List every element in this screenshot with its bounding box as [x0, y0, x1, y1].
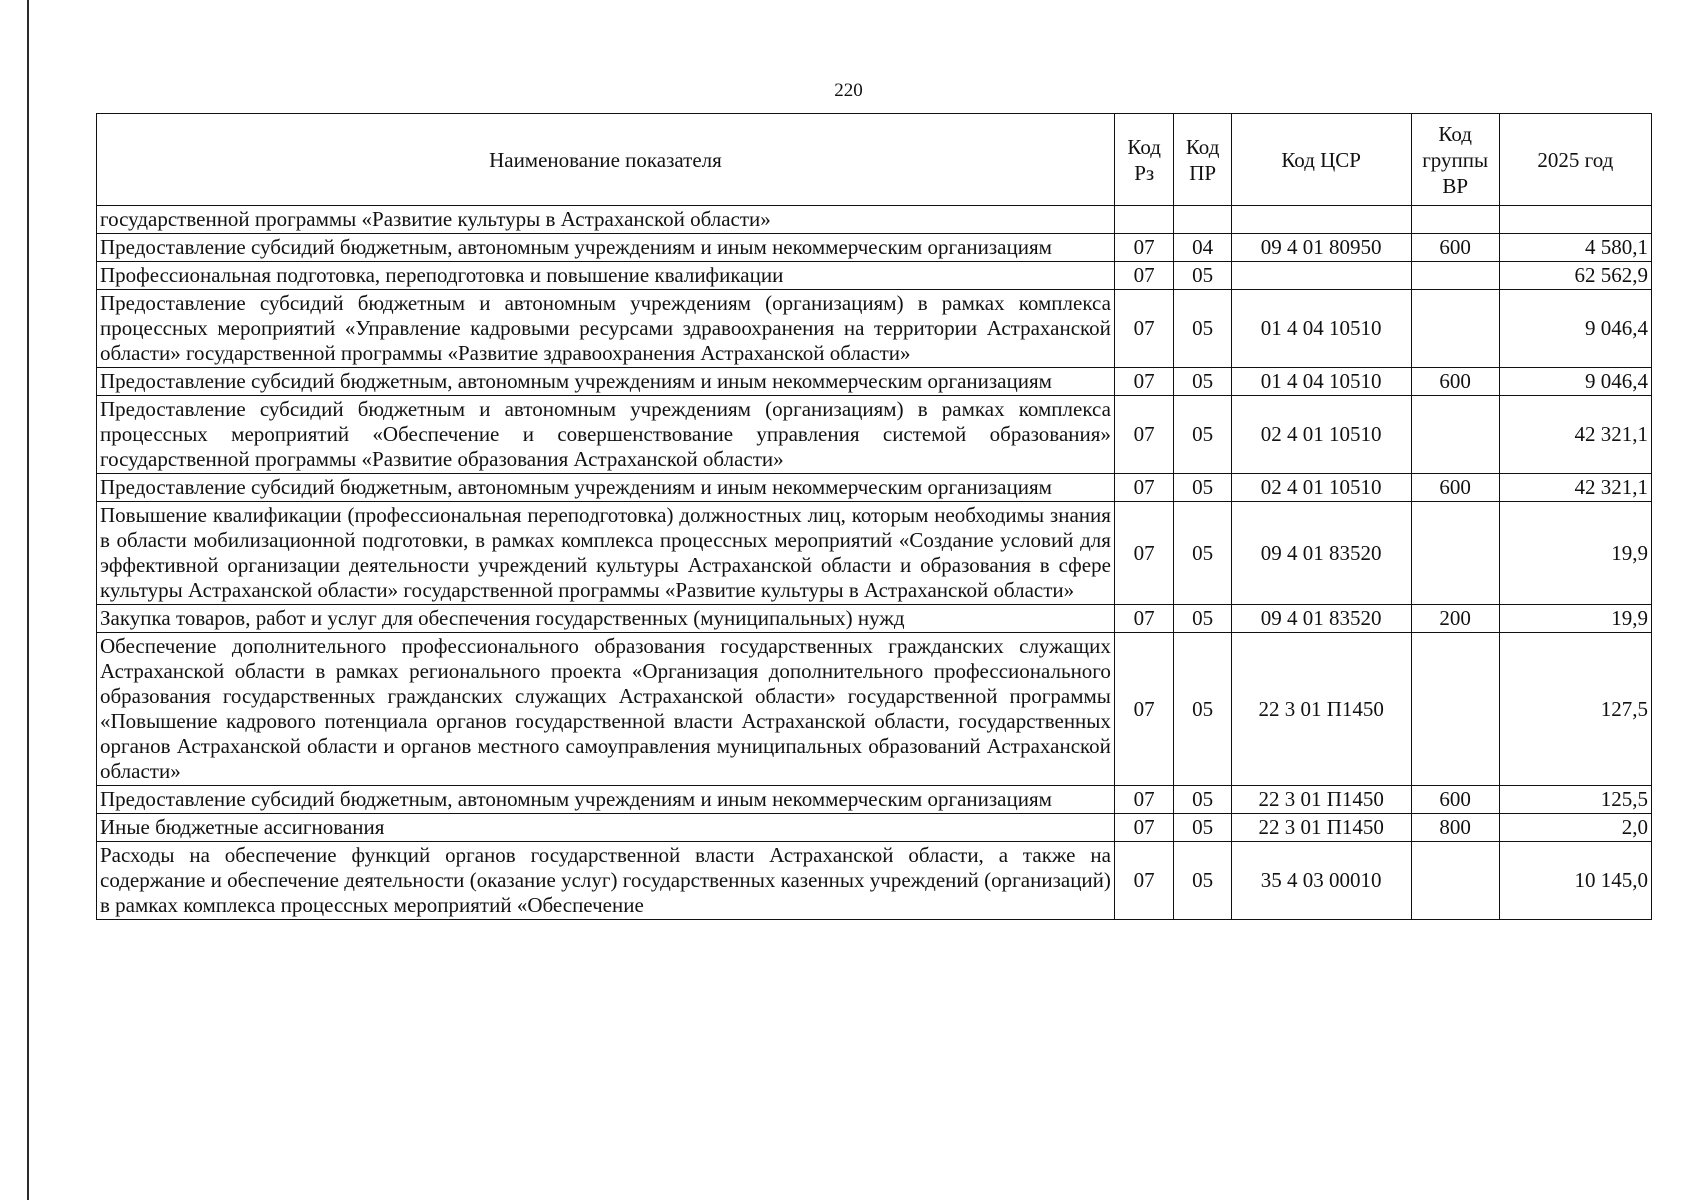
rz-code: 07: [1114, 814, 1174, 842]
vr-code: 600: [1411, 786, 1499, 814]
amount-2025: 42 321,1: [1499, 474, 1651, 502]
rz-code: 07: [1114, 633, 1174, 786]
col-header-name: Наименование показателя: [97, 114, 1115, 206]
rz-code: 07: [1114, 842, 1174, 920]
vr-code: [1411, 842, 1499, 920]
page-number: 220: [834, 80, 863, 101]
pr-code: 05: [1174, 290, 1231, 368]
csr-code: [1231, 262, 1411, 290]
indicator-name: Иные бюджетные ассигнования: [97, 814, 1115, 842]
binding-edge-line: [27, 0, 29, 1200]
pr-code: 05: [1174, 842, 1231, 920]
rz-code: 07: [1114, 234, 1174, 262]
indicator-name: Предоставление субсидий бюджетным и автономным учреждениям (организациям) в рамках комплекса процессных мероприятий «Управление кадровыми ресурсами здравоохранения на территории Астраханской области» государственной программы «Развитие здравоохранения Астраханской области»: [97, 290, 1115, 368]
csr-code: 22 3 01 П1450: [1231, 814, 1411, 842]
table-row: [97, 814, 1652, 842]
pr-code: [1174, 206, 1231, 234]
vr-code: 800: [1411, 814, 1499, 842]
csr-code: 09 4 01 80950: [1231, 234, 1411, 262]
table-row: [97, 234, 1652, 262]
amount-2025: 9 046,4: [1499, 368, 1651, 396]
table-row: [97, 262, 1652, 290]
indicator-name: Обеспечение дополнительного профессионального образования государственных гражданских служащих Астраханской области в рамках регионального проекта «Организация дополнительного профессионального образования государственных гражданских служащих Астраханской области» государственной программы «Повышение кадрового потенциала органов государственной власти Астраханской области, государственных органов Астраханской области и органов местного самоуправления муниципальных образований Астраханской области»: [97, 633, 1115, 786]
vr-code: [1411, 502, 1499, 605]
indicator-name: Предоставление субсидий бюджетным и автономным учреждениям (организациям) в рамках комплекса процессных мероприятий «Обеспечение и совершенствование управления системой образования» государственной программы «Развитие образования Астраханской области»: [97, 396, 1115, 474]
pr-code: 05: [1174, 368, 1231, 396]
col-header-year: 2025 год: [1499, 114, 1651, 206]
budget-table: [96, 113, 1652, 920]
csr-code: 09 4 01 83520: [1231, 605, 1411, 633]
table-row: [97, 605, 1652, 633]
table-row: [97, 368, 1652, 396]
vr-code: [1411, 290, 1499, 368]
col-header-rz: Код Рз: [1114, 114, 1174, 206]
pr-code: 05: [1174, 814, 1231, 842]
indicator-name: государственной программы «Развитие культуры в Астраханской области»: [97, 206, 1115, 234]
table-row: [97, 502, 1652, 605]
indicator-name: Закупка товаров, работ и услуг для обеспечения государственных (муниципальных) нужд: [97, 605, 1115, 633]
rz-code: 07: [1114, 605, 1174, 633]
pr-code: 04: [1174, 234, 1231, 262]
indicator-name: Предоставление субсидий бюджетным, автономным учреждениям и иным некоммерческим организациям: [97, 234, 1115, 262]
csr-code: 01 4 04 10510: [1231, 368, 1411, 396]
rz-code: [1114, 206, 1174, 234]
vr-code: 600: [1411, 474, 1499, 502]
csr-code: 02 4 01 10510: [1231, 396, 1411, 474]
csr-code: 35 4 03 00010: [1231, 842, 1411, 920]
indicator-name: Расходы на обеспечение функций органов государственной власти Астраханской области, а также на содержание и обеспечение деятельности (оказание услуг) государственных казенных учреждений (организаций) в рамках комплекса процессных мероприятий «Обеспечение: [97, 842, 1115, 920]
amount-2025: 2,0: [1499, 814, 1651, 842]
rz-code: 07: [1114, 368, 1174, 396]
indicator-name: Повышение квалификации (профессиональная переподготовка) должностных лиц, которым необходимы знания в области мобилизационной подготовки, в рамках комплекса процессных мероприятий «Создание условий для эффективной организации деятельности учреждений культуры Астраханской области и образования в сфере культуры Астраханской области» государственной программы «Развитие культуры в Астраханской области»: [97, 502, 1115, 605]
table-header-row: [97, 114, 1652, 206]
table-row: [97, 290, 1652, 368]
vr-code: [1411, 206, 1499, 234]
indicator-name: Профессиональная подготовка, переподготовка и повышение квалификации: [97, 262, 1115, 290]
amount-2025: 127,5: [1499, 633, 1651, 786]
pr-code: 05: [1174, 605, 1231, 633]
vr-code: [1411, 262, 1499, 290]
amount-2025: 125,5: [1499, 786, 1651, 814]
table-row: [97, 396, 1652, 474]
csr-code: 09 4 01 83520: [1231, 502, 1411, 605]
amount-2025: 9 046,4: [1499, 290, 1651, 368]
table-row: [97, 786, 1652, 814]
csr-code: [1231, 206, 1411, 234]
pr-code: 05: [1174, 396, 1231, 474]
pr-code: 05: [1174, 262, 1231, 290]
col-header-csr: Код ЦСР: [1231, 114, 1411, 206]
amount-2025: 4 580,1: [1499, 234, 1651, 262]
amount-2025: 10 145,0: [1499, 842, 1651, 920]
pr-code: 05: [1174, 474, 1231, 502]
col-header-vr: Код группы ВР: [1411, 114, 1499, 206]
vr-code: 200: [1411, 605, 1499, 633]
rz-code: 07: [1114, 290, 1174, 368]
table-row: [97, 206, 1652, 234]
rz-code: 07: [1114, 262, 1174, 290]
table-row: [97, 474, 1652, 502]
indicator-name: Предоставление субсидий бюджетным, автономным учреждениям и иным некоммерческим организациям: [97, 474, 1115, 502]
csr-code: 22 3 01 П1450: [1231, 786, 1411, 814]
pr-code: 05: [1174, 502, 1231, 605]
amount-2025: 19,9: [1499, 502, 1651, 605]
rz-code: 07: [1114, 502, 1174, 605]
indicator-name: Предоставление субсидий бюджетным, автономным учреждениям и иным некоммерческим организациям: [97, 786, 1115, 814]
vr-code: [1411, 633, 1499, 786]
table-row: [97, 842, 1652, 920]
vr-code: 600: [1411, 234, 1499, 262]
pr-code: 05: [1174, 633, 1231, 786]
amount-2025: 19,9: [1499, 605, 1651, 633]
vr-code: [1411, 396, 1499, 474]
vr-code: 600: [1411, 368, 1499, 396]
csr-code: 01 4 04 10510: [1231, 290, 1411, 368]
indicator-name: Предоставление субсидий бюджетным, автономным учреждениям и иным некоммерческим организациям: [97, 368, 1115, 396]
rz-code: 07: [1114, 474, 1174, 502]
csr-code: 22 3 01 П1450: [1231, 633, 1411, 786]
amount-2025: 62 562,9: [1499, 262, 1651, 290]
pr-code: 05: [1174, 786, 1231, 814]
col-header-pr: Код ПР: [1174, 114, 1231, 206]
rz-code: 07: [1114, 396, 1174, 474]
table-row: [97, 633, 1652, 786]
amount-2025: [1499, 206, 1651, 234]
rz-code: 07: [1114, 786, 1174, 814]
csr-code: 02 4 01 10510: [1231, 474, 1411, 502]
amount-2025: 42 321,1: [1499, 396, 1651, 474]
